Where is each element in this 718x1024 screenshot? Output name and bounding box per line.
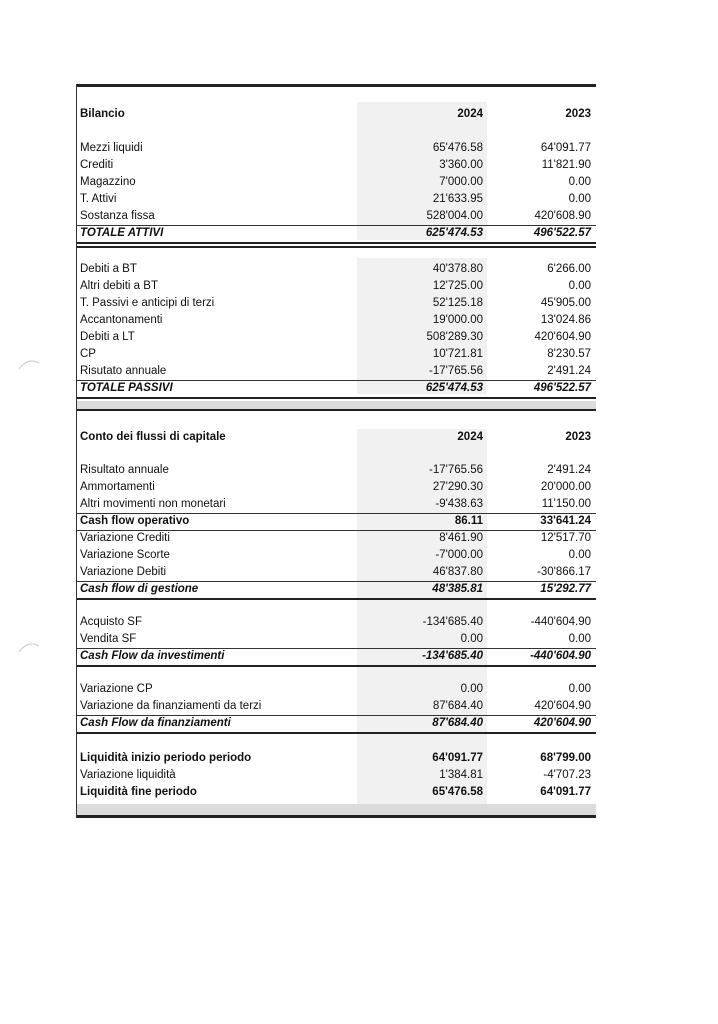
table-row: Risultato annuale -17'765.56 2'491.24	[80, 464, 591, 476]
liquidity-change-row: Variazione liquidità 1'384.81 -4'707.23	[80, 769, 591, 781]
table-row: Ammortamenti 27'290.30 20'000.00	[80, 481, 591, 493]
table-row: Acquisto SF -134'685.40 -440'604.90	[80, 616, 591, 628]
table-row: Variazione Crediti 8'461.90 12'517.70	[80, 532, 591, 544]
table-row: Debiti a LT 508'289.30 420'604.90	[80, 331, 591, 343]
table-row: Sostanza fissa 528'004.00 420'608.90	[77, 208, 596, 226]
table-row: Crediti 3'360.00 11'821.90	[80, 159, 591, 171]
table-row: CP 10'721.81 8'230.57	[80, 348, 591, 360]
table-row: Variazione Scorte -7'000.00 0.00	[80, 549, 591, 561]
bottom-border	[77, 815, 596, 818]
table-row: Risutato annuale -17'765.56 2'491.24	[77, 363, 596, 381]
table-row: Accantonamenti 19'000.00 13'024.86	[80, 314, 591, 326]
subtotal-row: Cash Flow da finanziamenti 87'684.40 420'604.90	[77, 715, 596, 734]
liquidity-end-row: Liquidità fine periodo 65'476.58 64'091.77	[80, 786, 591, 798]
table-row: T. Attivi 21'633.95 0.00	[80, 193, 591, 205]
punch-hole-mark	[18, 355, 40, 371]
divider	[77, 246, 596, 248]
table-row: Variazione da finanziamenti da terzi 87'684.40 420'604.90	[77, 698, 596, 716]
total-row: TOTALE ATTIVI 625'474.53 496'522.57	[77, 225, 596, 244]
table-row: Variazione Debiti 46'837.80 -30'866.17	[77, 564, 596, 582]
flussi-header-row	[77, 429, 596, 446]
divider	[77, 409, 596, 411]
subtotal-row: Cash flow operativo 86.11 33'641.24	[77, 513, 596, 531]
punch-hole-mark	[18, 638, 40, 654]
table-row: Debiti a BT 40'378.80 6'266.00	[80, 263, 591, 275]
table-row: Magazzino 7'000.00 0.00	[80, 176, 591, 188]
bottom-shade	[77, 804, 596, 815]
bilancio-header-row	[77, 106, 596, 123]
bilancio-title: Bilancio	[80, 108, 125, 120]
flussi-title: Conto dei flussi di capitale	[80, 431, 226, 443]
subtotal-row: Cash flow di gestione 48'385.81 15'292.77	[77, 581, 596, 600]
table-row: T. Passivi e anticipi di terzi 52'125.18 45'905.00	[80, 297, 591, 309]
table-row: Variazione CP 0.00 0.00	[80, 683, 591, 695]
year-2023-header: 2023	[565, 108, 591, 120]
table-row: Mezzi liquidi 65'476.58 64'091.77	[80, 142, 591, 154]
table-row: Vendita SF 0.00 0.00	[77, 631, 596, 649]
table-row: Altri debiti a BT 12'725.00 0.00	[80, 280, 591, 292]
financial-sheet	[76, 84, 596, 818]
top-border	[77, 84, 596, 87]
table-row: Altri movimenti non monetari -9'438.63 11'150.00	[77, 496, 596, 514]
liquidity-start-row: Liquidità inizio periodo periodo 64'091.77 68'799.00	[80, 752, 591, 764]
subtotal-row: Cash Flow da investimenti -134'685.40 -440'604.90	[77, 648, 596, 667]
section-divider	[77, 401, 596, 409]
year-2023-header: 2023	[565, 431, 591, 443]
total-row: TOTALE PASSIVI 625'474.53 496'522.57	[77, 380, 596, 399]
year-2024-header: 2024	[457, 431, 483, 443]
year-2024-header: 2024	[457, 108, 483, 120]
